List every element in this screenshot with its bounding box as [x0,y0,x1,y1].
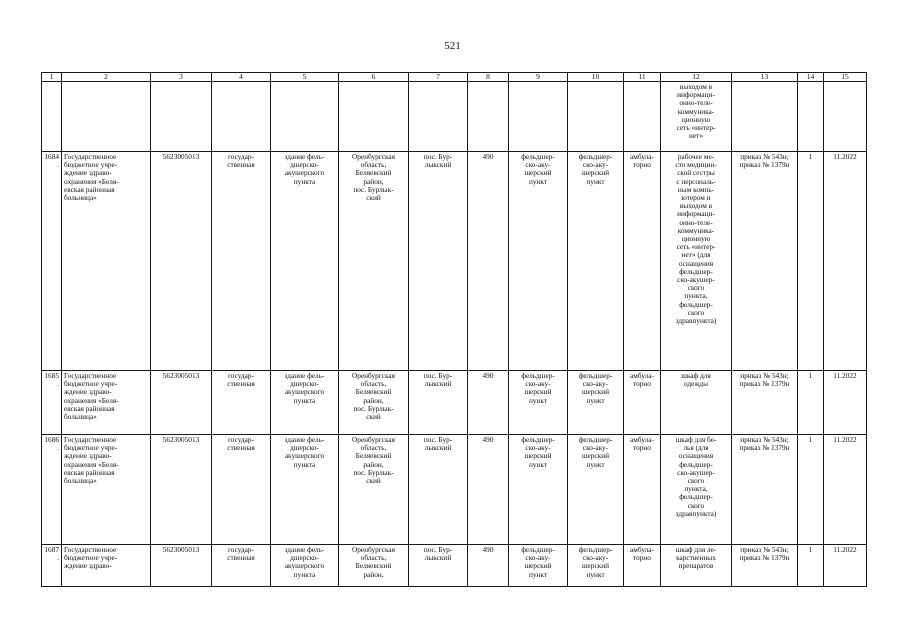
address: Оренбургская область, Беляевский район, пос. Бурлык- ский [351,152,396,203]
subdivision-type: фельдшер- ско-аку- шерский пункт [578,371,613,405]
date: 11.2022 [833,545,857,554]
equipment-name: шкаф для бе- лья (для оснащения фельдшер- ско-акушер- ского пункта, фельдшер- ского здравпункта) [675,435,717,518]
row-number: 1686. [44,435,59,453]
quantity-cell [798,152,824,371]
regulation-order: приказ № 543н; приказ № 1379н [739,435,790,453]
quantity-cell [798,435,824,545]
row-number: 1685. [44,371,59,389]
quantity: 1 [808,545,813,554]
date-cell [824,545,867,587]
settlement-code-cell [468,82,509,152]
equipment-name: выходом в информаци- онно-теле- коммуника- ционную сеть «интер- нет» [676,82,716,141]
care-mode-cell [624,435,661,545]
address-cell [339,152,409,371]
equipment-name-cell [661,152,732,371]
subdivision-type: фельдшер- ско-аку- шерский пункт [578,152,613,186]
inn-cell [151,545,212,587]
table-row [42,152,867,371]
unit-type: фельдшер- ско-аку- шерский пункт [521,371,555,405]
settlement-cell [409,545,468,587]
inn: 5623005013 [162,545,200,554]
unit-type: фельдшер- ско-аку- шерский пункт [521,152,555,186]
quantity-cell [798,371,824,435]
settlement: пос. Бур- лыкский [423,435,453,453]
equipment-name: рабочее ме- сто медицин- ской сестры с персональ- ным компь- ютером и выходом в информаци- онно-теле- коммуника- ционную сеть «интер- нет» (для оснащения фельдшер- ско-акушер- ского пункта, фельдшер- ского здравпункта) [675,152,717,326]
column-number: 12 [661,73,732,82]
subdivision-type-cell [568,82,624,152]
unit-type-cell [509,152,568,371]
unit-type: фельдшер- ско-аку- шерский пункт [521,545,555,579]
address-cell [339,82,409,152]
settlement-cell [409,371,468,435]
institution-name-cell [62,82,151,152]
address-cell [339,545,409,587]
building-type-cell [271,371,339,435]
date: 11.2022 [833,371,857,380]
unit-type: фельдшер- ско-аку- шерский пункт [521,435,555,469]
institution-name: Государственное бюджетное учре- ждение здраво- охранения «Беля- евская районная больница» [64,152,119,203]
table-row [42,435,867,545]
column-number: 14 [798,73,824,82]
row-number-cell [42,371,62,435]
care-mode-cell [624,82,661,152]
column-number: 7 [409,73,468,82]
table-row [42,82,867,152]
column-number: 8 [468,73,509,82]
settlement-code: 490 [482,545,494,554]
inn-cell [151,371,212,435]
ownership-form-cell [212,152,271,371]
equipment-name-cell [661,371,732,435]
ownership-form: государ- ственная [227,545,255,563]
equipment-name: шкаф для одежды [681,371,711,389]
ownership-form-cell [212,545,271,587]
ownership-form-cell [212,435,271,545]
unit-type-cell [509,82,568,152]
care-mode: амбула- торно [630,545,654,563]
column-number: 1 [42,73,62,82]
regulation-order-cell [732,435,798,545]
building-type-cell [271,152,339,371]
regulation-order-cell [732,82,798,152]
equipment-name-cell [661,435,732,545]
regulation-order-cell [732,545,798,587]
subdivision-type-cell [568,152,624,371]
regulation-order-cell [732,371,798,435]
column-number: 15 [824,73,867,82]
date-cell [824,82,867,152]
subdivision-type-cell [568,545,624,587]
subdivision-type: фельдшер- ско-аку- шерский пункт [578,435,613,469]
quantity: 1 [808,152,813,161]
row-number: 1684. [44,152,59,170]
institution-name-cell [62,545,151,587]
row-number-cell [42,545,62,587]
institution-name-cell [62,371,151,435]
table-row [42,545,867,587]
building-type-cell [271,435,339,545]
care-mode-cell [624,152,661,371]
inn: 5623005013 [162,152,200,161]
settlement-code: 490 [482,371,494,380]
column-number: 4 [212,73,271,82]
table-row [42,371,867,435]
settlement: пос. Бур- лыкский [423,371,453,389]
ownership-form-cell [212,82,271,152]
ownership-form: государ- ственная [227,435,255,453]
quantity: 1 [808,371,813,380]
subdivision-type-cell [568,371,624,435]
equipment-name-cell [661,82,732,152]
date-cell [824,435,867,545]
care-mode: амбула- торно [630,152,654,170]
column-number: 5 [271,73,339,82]
date-cell [824,152,867,371]
institution-name-cell [62,152,151,371]
regulation-order: приказ № 543н; приказ № 1379н [739,371,790,389]
column-number: 3 [151,73,212,82]
equipment-name: шкаф для ле- карственных препаратов [675,545,717,571]
settlement-code-cell [468,371,509,435]
settlement-code-cell [468,152,509,371]
column-number: 10 [568,73,624,82]
settlement: пос. Бур- лыкский [423,545,453,563]
quantity-cell [798,82,824,152]
regulation-order: приказ № 543н; приказ № 1379н [739,152,790,170]
page-number: 521 [444,40,461,52]
subdivision-type-cell [568,435,624,545]
date-cell [824,371,867,435]
registry-table [41,72,867,587]
settlement-code-cell [468,545,509,587]
inn-cell [151,152,212,371]
address: Оренбургская область, Беляевский район, пос. Бурлык- ский [351,435,396,486]
ownership-form: государ- ственная [227,371,255,389]
settlement-cell [409,435,468,545]
settlement: пос. Бур- лыкский [423,152,453,170]
care-mode-cell [624,371,661,435]
column-number: 13 [732,73,798,82]
institution-name-cell [62,435,151,545]
address: Оренбургская область, Беляевский район, [351,545,396,579]
column-number: 11 [624,73,661,82]
unit-type-cell [509,371,568,435]
address-cell [339,435,409,545]
inn: 5623005013 [162,435,200,444]
regulation-order: приказ № 543н; приказ № 1379н [739,545,790,563]
address-cell [339,371,409,435]
care-mode-cell [624,545,661,587]
building-type: здание фель- дшерско- акушерского пункта [284,545,325,579]
settlement-code: 490 [482,152,494,161]
inn-cell [151,435,212,545]
subdivision-type: фельдшер- ско-аку- шерский пункт [578,545,613,579]
column-number-row [42,73,867,82]
date: 11.2022 [833,435,857,444]
settlement-cell [409,152,468,371]
regulation-order-cell [732,152,798,371]
care-mode: амбула- торно [630,435,654,453]
settlement-cell [409,82,468,152]
building-type: здание фель- дшерско- акушерского пункта [284,371,325,405]
building-type: здание фель- дшерско- акушерского пункта [284,435,325,469]
building-type-cell [271,545,339,587]
row-number-cell [42,435,62,545]
date: 11.2022 [833,152,857,161]
ownership-form-cell [212,371,271,435]
column-number: 6 [339,73,409,82]
row-number: 1687. [44,545,59,563]
institution-name: Государственное бюджетное учре- ждение здраво- [64,545,118,571]
building-type-cell [271,82,339,152]
institution-name: Государственное бюджетное учре- ждение здраво- охранения «Беля- евская районная больница» [64,371,119,422]
unit-type-cell [509,435,568,545]
column-number: 2 [62,73,151,82]
equipment-name-cell [661,545,732,587]
column-number: 9 [509,73,568,82]
settlement-code: 490 [482,435,494,444]
building-type: здание фель- дшерско- акушерского пункта [284,152,325,186]
inn: 5623005013 [162,371,200,380]
address: Оренбургская область, Беляевский район, пос. Бурлык- ский [351,371,396,422]
inn-cell [151,82,212,152]
ownership-form: государ- ственная [227,152,255,170]
quantity: 1 [808,435,813,444]
settlement-code-cell [468,435,509,545]
institution-name: Государственное бюджетное учре- ждение здраво- охранения «Беля- евская районная больница» [64,435,119,486]
unit-type-cell [509,545,568,587]
quantity-cell [798,545,824,587]
care-mode: амбула- торно [630,371,654,389]
row-number-cell [42,82,62,152]
row-number-cell [42,152,62,371]
